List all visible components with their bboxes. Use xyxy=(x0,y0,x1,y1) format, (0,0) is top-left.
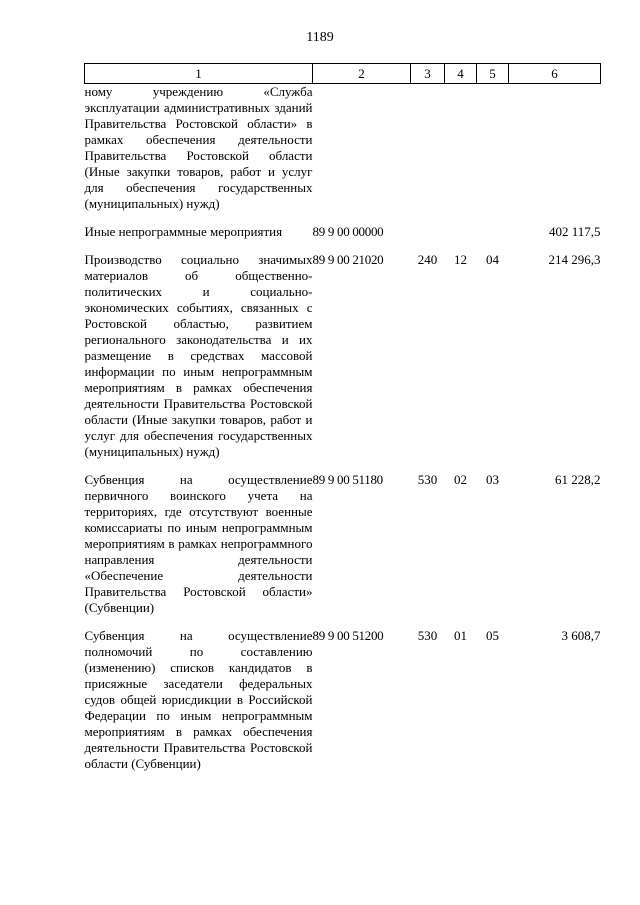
row-rz xyxy=(445,84,477,213)
header-col-3: 3 xyxy=(411,64,445,84)
table-row xyxy=(85,240,601,460)
row-pr xyxy=(477,212,509,240)
header-col-2: 2 xyxy=(313,64,411,84)
row-code xyxy=(313,84,411,213)
row-code: 89 9 00 21020 xyxy=(312,252,384,267)
row-name: ному учреждению «Служба эксплуатации административных зданий Правительства Ростовской области» в рамках обеспечения деятельности Правительства Ростовской области (Иные закупки товаров, работ и услуг для обеспечения государственных (муниципальных) нужд) xyxy=(84,84,313,211)
row-amount: 214 296,3 xyxy=(548,252,601,267)
budget-table xyxy=(84,63,601,772)
header-row xyxy=(85,64,601,84)
row-amount: 3 608,7 xyxy=(561,628,601,643)
row-rz xyxy=(445,212,477,240)
row-code: 89 9 00 51180 xyxy=(312,472,383,487)
row-rz: 02 xyxy=(454,472,467,487)
row-code: 89 9 00 51200 xyxy=(312,628,384,643)
header-col-4: 4 xyxy=(445,64,477,84)
row-vr xyxy=(411,84,445,213)
row-name: Производство социально значимых материалов об общественно-политических и социально-экономических событиях, связанных с Ростовской областью, развитием регионального законодательства и их размещение в средствах массовой информации по иным непрограммным мероприятиям в рамках обеспечения деятельности Правительства Ростовской области (Иные закупки товаров, работ и услуг для обеспечения государственных (муниципальных) нужд) xyxy=(84,252,313,459)
row-pr: 03 xyxy=(486,472,499,487)
row-name: Иные непрограммные мероприятия xyxy=(84,224,283,239)
row-pr xyxy=(477,84,509,213)
table-row xyxy=(85,616,601,772)
row-amount: 402 117,5 xyxy=(548,224,601,239)
row-pr: 05 xyxy=(486,628,499,643)
header-col-1: 1 xyxy=(85,64,313,84)
row-amount: 61 228,2 xyxy=(555,472,601,487)
table-row xyxy=(85,212,601,240)
table-header xyxy=(85,64,601,84)
row-vr xyxy=(411,212,445,240)
header-col-5: 5 xyxy=(477,64,509,84)
table-row xyxy=(85,84,601,213)
row-vr: 530 xyxy=(417,472,438,487)
row-vr: 240 xyxy=(417,252,438,267)
row-rz: 01 xyxy=(454,628,467,643)
header-col-6: 6 xyxy=(509,64,601,84)
row-pr: 04 xyxy=(486,252,499,267)
row-name: Субвенция на осуществление первичного воинского учета на территориях, где отсутствуют военные комиссариаты по иным непрограммным мероприятиям в рамках непрограммного направления деятельности «Обеспечение деятельности Правительства Ростовской области» (Субвенции) xyxy=(84,472,313,615)
table-body xyxy=(85,84,601,773)
row-amount xyxy=(509,84,601,213)
row-rz: 12 xyxy=(454,252,467,267)
row-vr: 530 xyxy=(417,628,438,643)
table-row xyxy=(85,460,601,616)
row-code: 89 9 00 00000 xyxy=(312,224,384,239)
page-number: 1189 xyxy=(306,30,334,45)
row-name: Субвенция на осуществление полномочий по составлению (изменению) списков кандидатов в присяжные заседатели федеральных судов общей юрисдикции в Российской Федерации по иным непрограммным мероприятиям в рамках обеспечения деятельности Правительства Ростовской области (Субвенции) xyxy=(84,628,313,771)
